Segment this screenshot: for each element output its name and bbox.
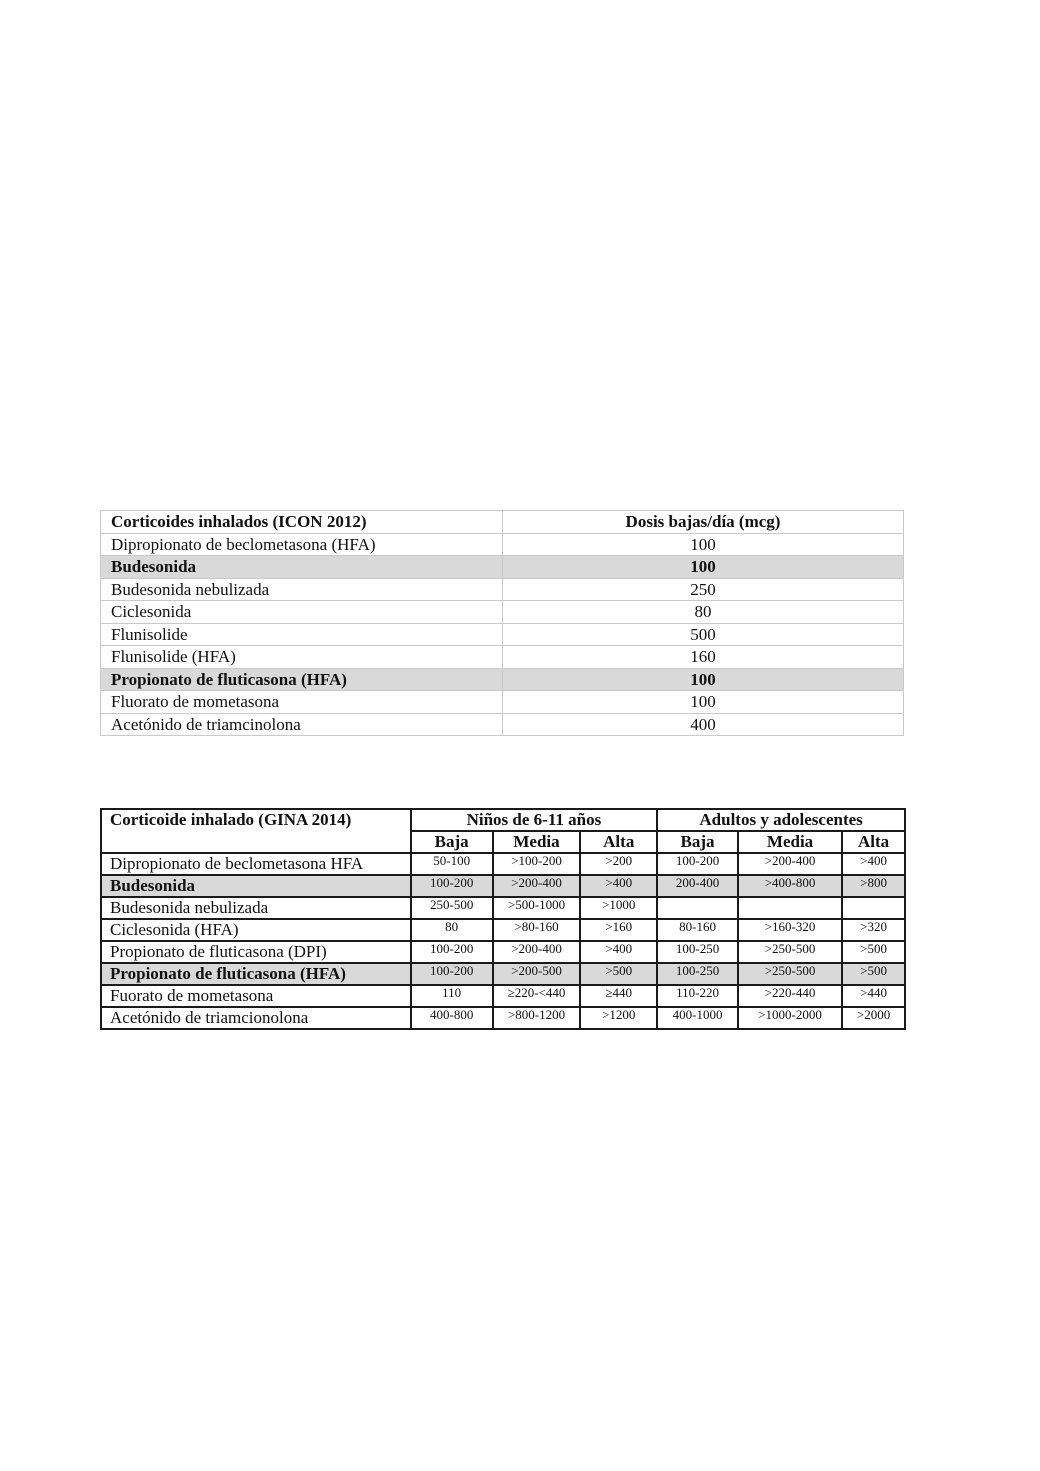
dose-cell: >440 (842, 985, 905, 1007)
dose-cell: >400 (842, 853, 905, 875)
gina-2014-table (100, 808, 906, 1030)
drug-name-cell: Propionato de fluticasona (HFA) (101, 668, 503, 691)
dose-cell: 250 (503, 578, 904, 601)
subheader-alta: Alta (580, 831, 657, 853)
dose-cell: >800 (842, 875, 905, 897)
dose-cell (842, 897, 905, 919)
dose-cell: ≥220-<440 (493, 985, 581, 1007)
dose-cell: >200-400 (493, 875, 581, 897)
dose-cell: >500 (842, 941, 905, 963)
table-row (101, 646, 904, 669)
dose-cell: >250-500 (738, 941, 842, 963)
table-row (101, 853, 905, 875)
subheader-media: Media (493, 831, 581, 853)
table-row (101, 601, 904, 624)
dose-cell: 110-220 (657, 985, 738, 1007)
dose-cell: 400-800 (411, 1007, 493, 1029)
table-row (101, 985, 905, 1007)
dose-cell: 200-400 (657, 875, 738, 897)
dose-cell: >100-200 (493, 853, 581, 875)
dose-cell: 80-160 (657, 919, 738, 941)
drug-name-cell: Propionato de fluticasona (DPI) (101, 941, 411, 963)
table-row (101, 623, 904, 646)
dose-cell: >1200 (580, 1007, 657, 1029)
drug-name-cell: Propionato de fluticasona (HFA) (101, 963, 411, 985)
dose-cell: >500 (842, 963, 905, 985)
dose-cell: >400 (580, 875, 657, 897)
dose-cell: 250-500 (411, 897, 493, 919)
table-row (101, 713, 904, 736)
table-row (101, 897, 905, 919)
dose-cell: 100-200 (411, 875, 493, 897)
drug-name-cell: Budesonida (101, 875, 411, 897)
dose-cell: >400 (580, 941, 657, 963)
dose-cell: >2000 (842, 1007, 905, 1029)
dose-cell: 100-250 (657, 963, 738, 985)
drug-name-cell: Fuorato de mometasona (101, 985, 411, 1007)
dose-cell: 80 (503, 601, 904, 624)
dose-cell (657, 897, 738, 919)
table-row (101, 668, 904, 691)
drug-name-cell: Ciclesonida (HFA) (101, 919, 411, 941)
dose-cell: >500 (580, 963, 657, 985)
dose-cell: >1000-2000 (738, 1007, 842, 1029)
dose-cell: 100 (503, 556, 904, 579)
table-row (101, 1007, 905, 1029)
drug-name-cell: Budesonida nebulizada (101, 897, 411, 919)
dose-cell: >220-440 (738, 985, 842, 1007)
dose-cell: 400-1000 (657, 1007, 738, 1029)
drug-name-cell: Dipropionato de beclometasona (HFA) (101, 533, 503, 556)
drug-name-cell: Flunisolide (101, 623, 503, 646)
dose-cell: 500 (503, 623, 904, 646)
drug-name-cell: Fluorato de mometasona (101, 691, 503, 714)
dose-cell: >250-500 (738, 963, 842, 985)
dose-cell: >500-1000 (493, 897, 581, 919)
table-row (101, 963, 905, 985)
dose-cell: 100 (503, 691, 904, 714)
dose-cell: >200-400 (738, 853, 842, 875)
table-row (101, 556, 904, 579)
gina-table-group-header-row (101, 809, 905, 831)
dose-cell: >800-1200 (493, 1007, 581, 1029)
icon-table-header-drug: Corticoides inhalados (ICON 2012) (101, 511, 503, 534)
drug-name-cell: Flunisolide (HFA) (101, 646, 503, 669)
dose-cell: 80 (411, 919, 493, 941)
dose-cell: 100-200 (657, 853, 738, 875)
icon-table-header-dose: Dosis bajas/día (mcg) (503, 511, 904, 534)
table-row (101, 875, 905, 897)
dose-cell: >200 (580, 853, 657, 875)
dose-cell (738, 897, 842, 919)
dose-cell: 100 (503, 533, 904, 556)
icon-2012-table (100, 510, 904, 736)
subheader-media: Media (738, 831, 842, 853)
table-row (101, 691, 904, 714)
drug-name-cell: Dipropionato de beclometasona HFA (101, 853, 411, 875)
table-row (101, 941, 905, 963)
dose-cell: >400-800 (738, 875, 842, 897)
dose-cell: >1000 (580, 897, 657, 919)
drug-name-cell: Acetónido de triamcinolona (101, 713, 503, 736)
drug-name-cell: Budesonida nebulizada (101, 578, 503, 601)
dose-cell: >200-500 (493, 963, 581, 985)
dose-cell: >200-400 (493, 941, 581, 963)
subheader-alta: Alta (842, 831, 905, 853)
dose-cell: 100 (503, 668, 904, 691)
dose-cell: >160 (580, 919, 657, 941)
dose-cell: >160-320 (738, 919, 842, 941)
dose-cell: 110 (411, 985, 493, 1007)
dose-cell: 100-250 (657, 941, 738, 963)
table-row (101, 919, 905, 941)
table-row (101, 578, 904, 601)
drug-name-cell: Ciclesonida (101, 601, 503, 624)
table-row (101, 533, 904, 556)
dose-cell: >320 (842, 919, 905, 941)
drug-name-cell: Budesonida (101, 556, 503, 579)
dose-cell: ≥440 (580, 985, 657, 1007)
dose-cell: 100-200 (411, 941, 493, 963)
dose-cell: 160 (503, 646, 904, 669)
drug-name-cell: Acetónido de triamcionolona (101, 1007, 411, 1029)
group-header-children: Niños de 6-11 años (411, 809, 658, 831)
subheader-baja: Baja (411, 831, 493, 853)
dose-cell: >80-160 (493, 919, 581, 941)
gina-table-header-drug: Corticoide inhalado (GINA 2014) (101, 809, 411, 853)
group-header-adults: Adultos y adolescentes (657, 809, 905, 831)
dose-cell: 100-200 (411, 963, 493, 985)
subheader-baja: Baja (657, 831, 738, 853)
icon-table-header-row (101, 511, 904, 534)
dose-cell: 50-100 (411, 853, 493, 875)
dose-cell: 400 (503, 713, 904, 736)
